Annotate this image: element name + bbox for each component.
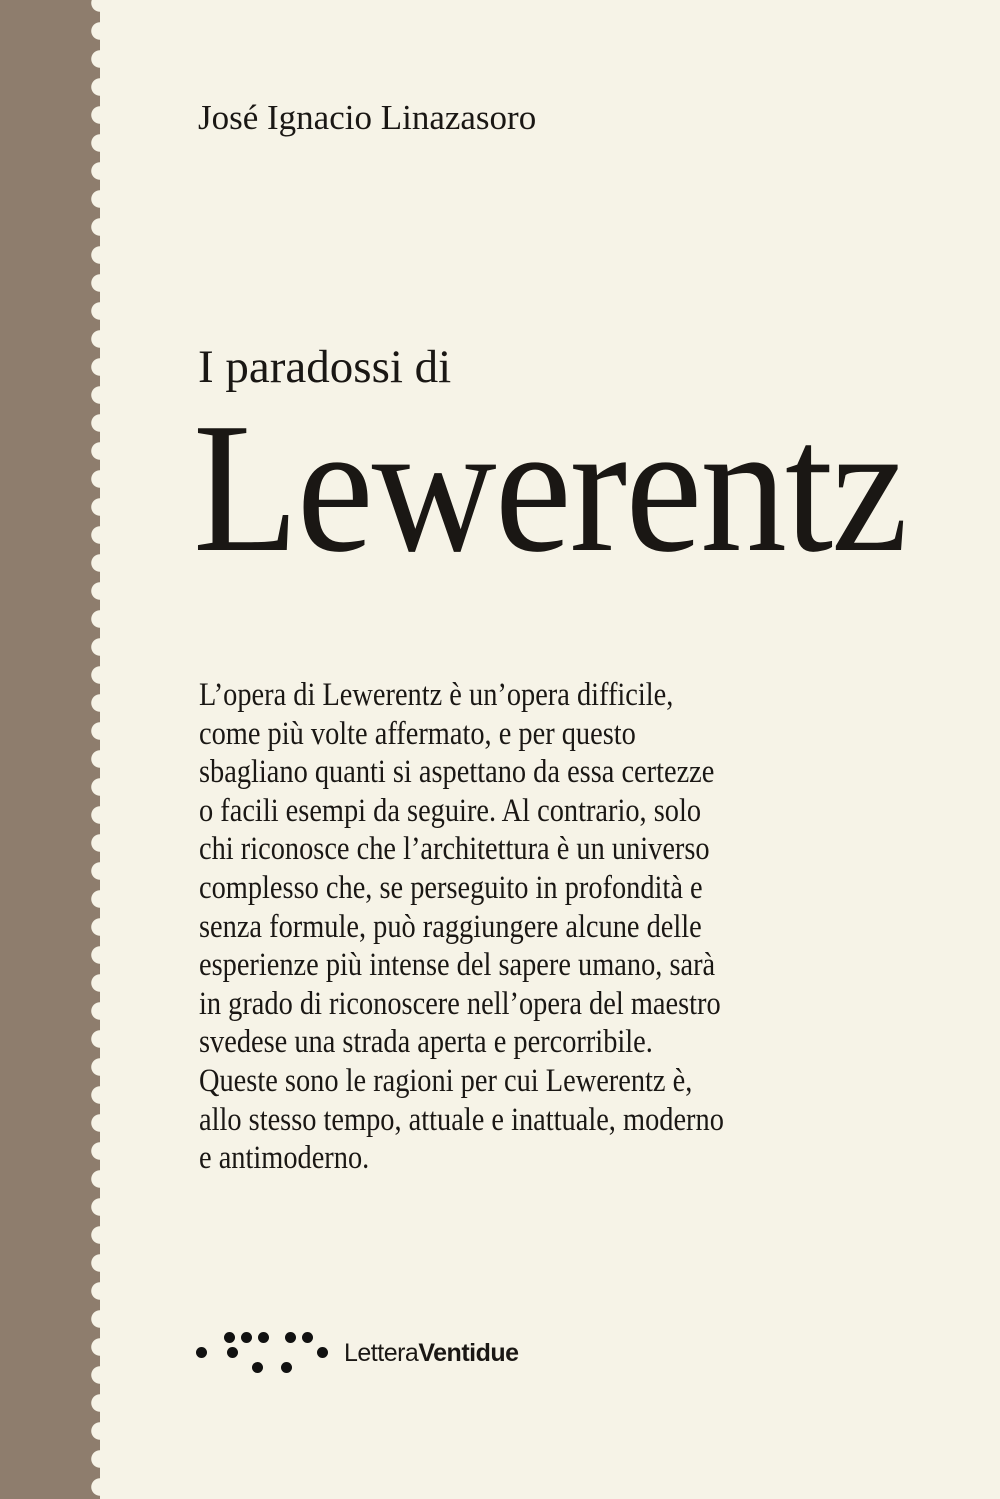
publisher-logo [196,1327,556,1377]
author-name: José Ignacio Linazasoro [198,98,537,137]
spine-strip [0,0,100,1499]
blurb-line: allo stesso tempo, attuale e inattuale, moderno [199,1101,724,1138]
book-subtitle: I paradossi di [198,341,452,393]
blurb-line: esperienze più intense del sapere umano, sarà [199,947,716,984]
blurb-line: complesso che, se perseguito in profondità e [199,869,703,906]
book-title: Lewerentz [193,385,907,591]
blurb-line: chi riconosce che l’architettura è un universo [199,831,710,868]
blurb-line: sbagliano quanti si aspettano da essa certezze [199,754,715,791]
blurb-line: in grado di riconoscere nell’opera del maestro [199,985,721,1022]
publisher-name-bold: Ventidue [418,1339,519,1367]
blurb-line: svedese una strada aperta e percorribile. [199,1024,653,1061]
publisher-name-light: Lettera [344,1339,419,1367]
blurb-line: Queste sono le ragioni per cui Lewerentz è, [199,1062,693,1099]
blurb-line: senza formule, può raggiungere alcune delle [199,908,702,945]
blurb-line: L’opera di Lewerentz è un’opera difficile, [199,677,674,713]
blurb-line: o facili esempi da seguire. Al contrario, solo [199,792,702,829]
publisher-name [344,1339,519,1368]
blurb-line: e antimoderno. [199,1140,370,1177]
perforated-edge [91,0,109,1499]
blurb-text [199,676,899,1178]
blurb-line: come più volte affermato, e per questo [199,715,636,752]
